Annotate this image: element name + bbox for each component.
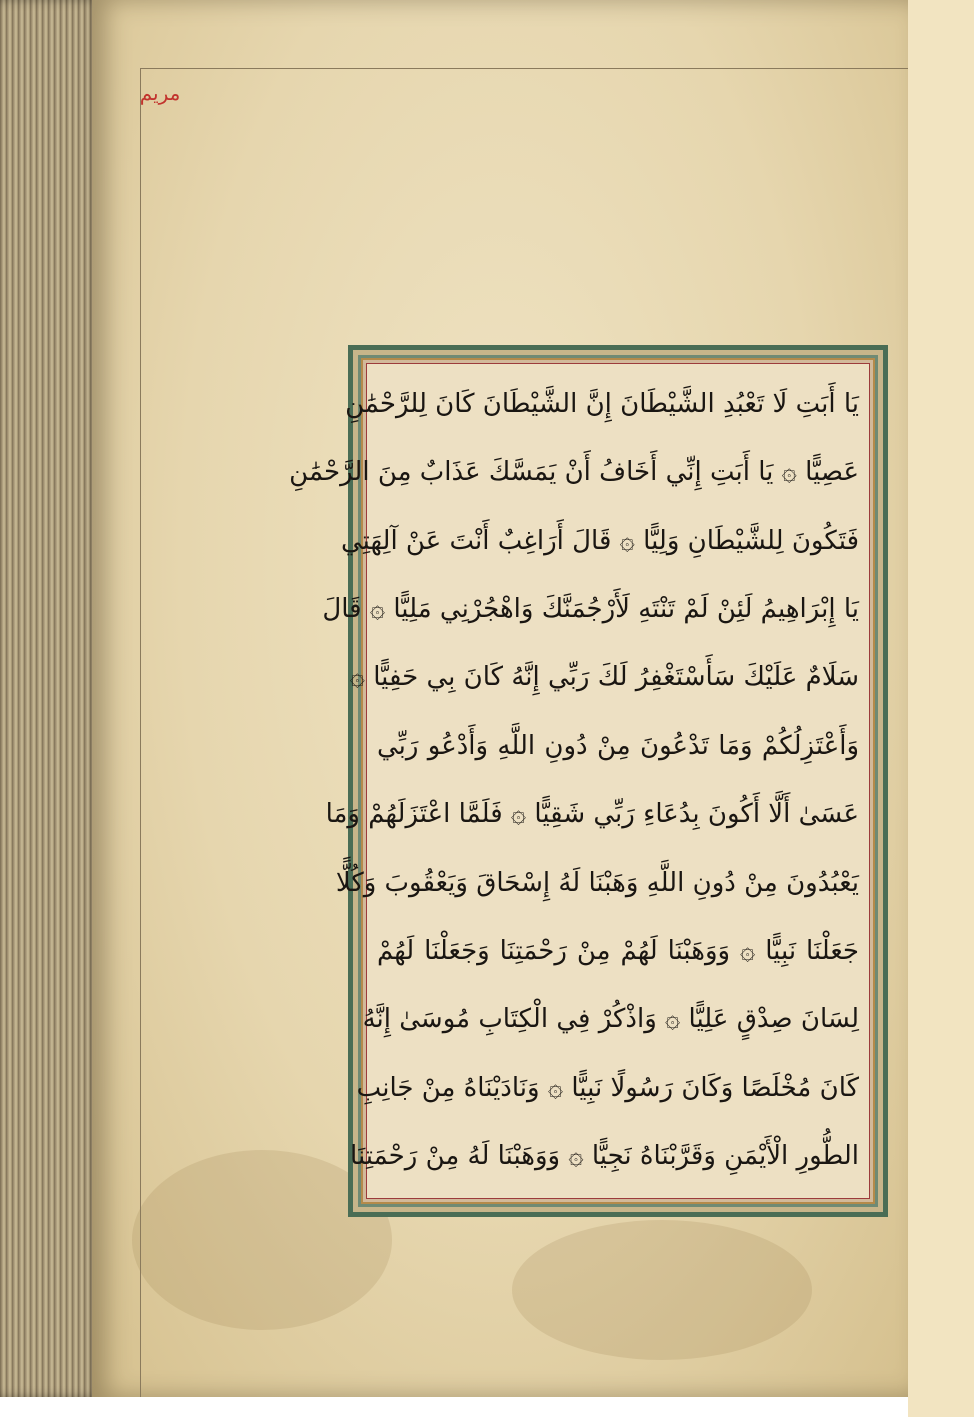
text-line: جَعَلْنَا نَبِيًّا ۞ وَوَهَبْنَا لَهُمْ مِنْ رَحْمَتِنَا وَجَعَلْنَا لَهُمْ bbox=[377, 935, 859, 966]
scan-margin bbox=[908, 0, 974, 1417]
page-edges bbox=[0, 0, 100, 1397]
text-line: عَسَىٰ أَلَّا أَكُونَ بِدُعَاءِ رَبِّي شَقِيًّا ۞ فَلَمَّا اعْتَزَلَهُمْ وَمَا bbox=[325, 799, 859, 830]
text-line: كَانَ مُخْلَصًا وَكَانَ رَسُولًا نَبِيًّا ۞ وَنَادَيْنَاهُ مِنْ جَانِبِ bbox=[356, 1072, 859, 1103]
stain bbox=[512, 1220, 812, 1360]
illuminated-frame bbox=[289, 345, 888, 1217]
text-line: لِسَانَ صِدْقٍ عَلِيًّا ۞ وَاذْكُرْ فِي الْكِتَابِ مُوسَىٰ إِنَّهُ bbox=[362, 1004, 859, 1035]
ruling-line-top bbox=[140, 68, 908, 69]
text-line: فَتَكُونَ لِلشَّيْطَانِ وَلِيًّا ۞ قَالَ أَرَاغِبٌ أَنْتَ عَنْ آلِهَتِي bbox=[341, 525, 859, 556]
text-line: يَا إِبْرَاهِيمُ لَئِنْ لَمْ تَنْتَهِ لَأَرْجُمَنَّكَ وَاهْجُرْنِي مَلِيًّا ۞ قَالَ bbox=[322, 594, 859, 625]
text-line: يَعْبُدُونَ مِنْ دُونِ اللَّهِ وَهَبْنَا لَهُ إِسْحَاقَ وَيَعْقُوبَ وَكُلًّا bbox=[335, 867, 859, 898]
ruling-line-left bbox=[140, 68, 141, 1397]
scan-bottom-strip bbox=[0, 1397, 908, 1417]
text-line: سَلَامٌ عَلَيْكَ سَأَسْتَغْفِرُ لَكَ رَبِّي إِنَّهُ كَانَ بِي حَفِيًّا ۞ bbox=[349, 662, 859, 693]
text-line: يَا أَبَتِ لَا تَعْبُدِ الشَّيْطَانَ إِنَّ الشَّيْطَانَ كَانَ لِلرَّحْمَٰنِ bbox=[345, 389, 859, 419]
text-line: وَأَعْتَزِلُكُمْ وَمَا تَدْعُونَ مِنْ دُونِ اللَّهِ وَأَدْعُو رَبِّي bbox=[377, 730, 859, 761]
surah-header-label: مريم bbox=[139, 81, 181, 105]
text-panel bbox=[289, 363, 870, 1199]
text-line: الطُّورِ الْأَيْمَنِ وَقَرَّبْنَاهُ نَجِيًّا ۞ وَوَهَبْنَا لَهُ مِنْ رَحْمَتِنَا bbox=[350, 1140, 859, 1171]
text-line: عَصِيًّا ۞ يَا أَبَتِ إِنِّي أَخَافُ أَنْ يَمَسَّكَ عَذَابٌ مِنَ الرَّحْمَٰنِ bbox=[289, 457, 859, 488]
